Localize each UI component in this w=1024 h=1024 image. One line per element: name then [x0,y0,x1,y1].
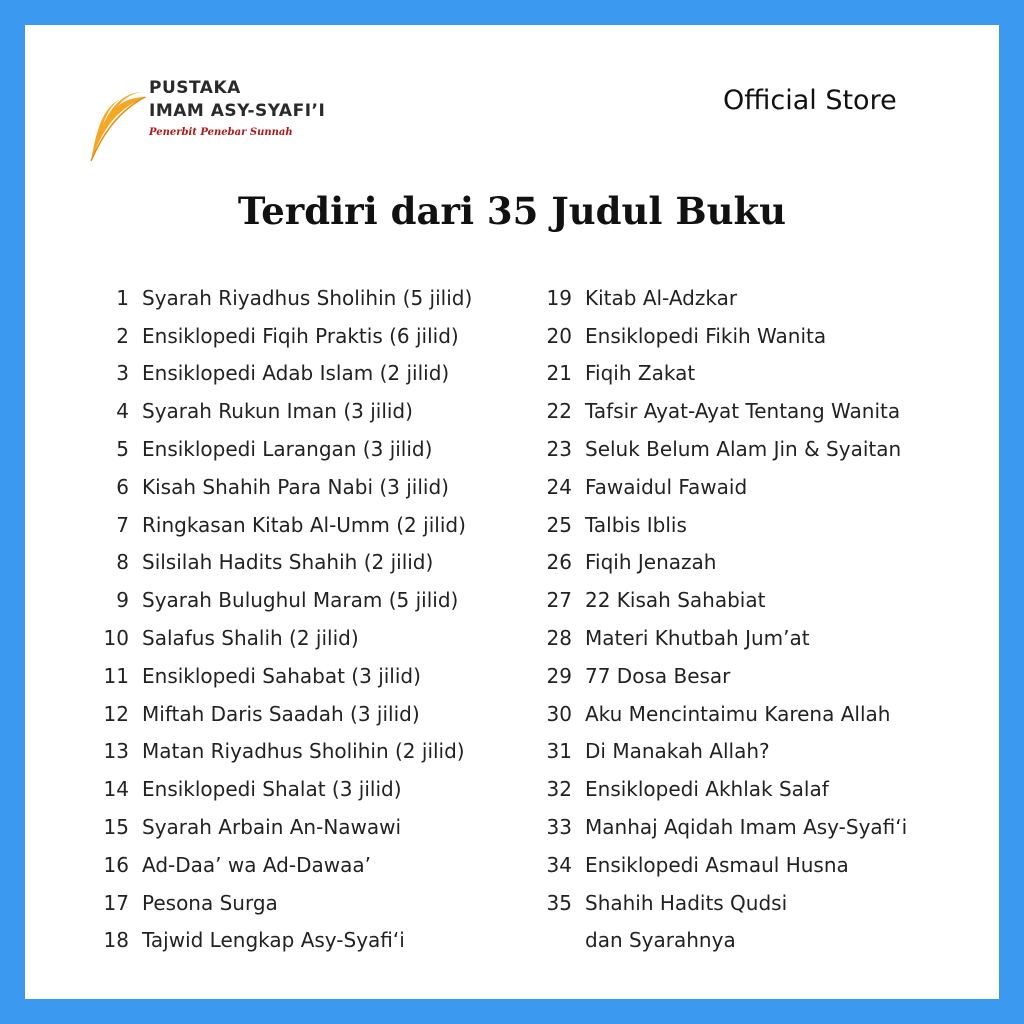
book-title: Ensiklopedi Sahabat (3 jilid) [142,663,421,688]
book-list-item [526,657,907,695]
brand-name-line1: PUSTAKA [149,78,241,98]
book-number: 3 [116,361,129,386]
book-list-item [526,317,907,355]
book-title: Seluk Belum Alam Jin & Syaitan [585,437,902,462]
book-title: Ad-Daa’ wa Ad-Dawaa’ [142,852,371,877]
book-number: 4 [116,399,129,424]
book-list-item [526,733,907,771]
book-number: 7 [116,512,129,537]
book-title: Pesona Surga [142,890,278,915]
book-number: 10 [103,626,129,651]
brand-name-line2: IMAM ASY-SYAFI’I [149,101,326,121]
book-title: Syarah Arbain An-Nawawi [142,815,402,840]
book-list-item [526,392,907,430]
book-list-item [83,544,472,582]
book-number: 35 [546,890,572,915]
book-number: 31 [546,739,572,764]
book-number: 9 [116,588,129,613]
book-list-right [526,279,907,959]
book-number: 6 [116,474,129,499]
book-list-item [83,279,472,317]
book-title: Fawaidul Fawaid [585,474,748,499]
book-title: 77 Dosa Besar [585,663,731,688]
book-list-item [83,657,472,695]
book-title: Syarah Bulughul Maram (5 jilid) [142,588,459,613]
book-title: Silsilah Hadits Shahih (2 jilid) [142,550,434,575]
book-list-item [83,581,472,619]
quill-feather-icon [83,73,153,168]
book-title: Matan Riyadhus Sholihin (2 jilid) [142,739,465,764]
book-list-item [83,506,472,544]
book-list-item [526,695,907,733]
book-title: 22 Kisah Sahabiat [585,588,766,613]
book-title: Tafsir Ayat-Ayat Tentang Wanita [585,399,901,424]
book-number: 33 [546,815,572,840]
brand-tagline: Penerbit Penebar Sunnah [149,127,293,138]
book-title: Syarah Riyadhus Sholihin (5 jilid) [142,285,473,310]
book-list-item [526,544,907,582]
book-number: 19 [546,285,572,310]
book-list-left [83,279,472,959]
book-number: 17 [103,890,129,915]
book-list-item [526,279,907,317]
book-list-item [83,392,472,430]
book-list-item [526,770,907,808]
book-list-item [526,846,907,884]
book-number: 1 [116,285,129,310]
book-title: Miftah Daris Saadah (3 jilid) [142,701,420,726]
book-list-item [526,430,907,468]
book-number: 11 [103,663,129,688]
book-title: Aku Mencintaimu Karena Allah [585,701,891,726]
book-number: 18 [103,928,129,953]
book-title: Shahih Hadits Qudsi [585,890,788,915]
book-list-item [83,355,472,393]
book-number: 34 [546,852,572,877]
page-title: Terdiri dari 35 Judul Buku [237,189,787,233]
book-number: 23 [546,437,572,462]
book-number: 30 [546,701,572,726]
book-title: Materi Khutbah Jum’at [585,626,810,651]
book-title: Ringkasan Kitab Al-Umm (2 jilid) [142,512,466,537]
book-list-item [526,619,907,657]
book-title: Ensiklopedi Fikih Wanita [585,323,827,348]
book-number: 25 [546,512,572,537]
book-number: 16 [103,852,129,877]
book-list-item [83,922,472,960]
book-list-item [526,468,907,506]
book-list-item [83,430,472,468]
book-title: Ensiklopedi Asmaul Husna [585,852,849,877]
book-list-item [83,846,472,884]
book-list-item [83,619,472,657]
book-list-item [83,733,472,771]
book-list-item [83,808,472,846]
book-list-item [83,884,472,922]
book-list-item [83,695,472,733]
book-number: 12 [103,701,129,726]
book-list-item [526,581,907,619]
book-number: 2 [116,323,129,348]
book-title: Syarah Rukun Iman (3 jilid) [142,399,413,424]
book-title: Fiqih Zakat [585,361,696,386]
book-title: Kitab Al-Adzkar [585,285,738,310]
book-title: Ensiklopedi Shalat (3 jilid) [142,777,402,802]
book-number: 27 [546,588,572,613]
book-title-continuation: dan Syarahnya [585,928,736,953]
book-title: Ensiklopedi Adab Islam (2 jilid) [142,361,450,386]
book-number: 13 [103,739,129,764]
book-list-item [526,808,907,846]
book-title: Tajwid Lengkap Asy-Syafi‘i [142,928,405,953]
book-number: 5 [116,437,129,462]
book-number: 8 [116,550,129,575]
book-title: Kisah Shahih Para Nabi (3 jilid) [142,474,449,499]
book-number: 29 [546,663,572,688]
book-list-item [526,884,907,922]
book-title: Fiqih Jenazah [585,550,717,575]
book-title: Ensiklopedi Fiqih Praktis (6 jilid) [142,323,459,348]
book-title: Talbis Iblis [585,512,687,537]
book-number: 26 [546,550,572,575]
book-number: 24 [546,474,572,499]
book-number: 32 [546,777,572,802]
book-list-item [526,506,907,544]
official-store-label: Official Store [723,85,897,116]
book-title: Manhaj Aqidah Imam Asy-Syafi‘i [585,815,908,840]
publisher-logo [83,73,343,173]
book-title: Ensiklopedi Akhlak Salaf [585,777,829,802]
book-title: Ensiklopedi Larangan (3 jilid) [142,437,433,462]
book-title: Salafus Shalih (2 jilid) [142,626,359,651]
book-number: 20 [546,323,572,348]
book-number: 15 [103,815,129,840]
book-list-item [526,355,907,393]
book-title: Di Manakah Allah? [585,739,770,764]
book-number: 22 [546,399,572,424]
book-number: 21 [546,361,572,386]
content-card [25,25,999,999]
book-list-item [83,468,472,506]
book-number: 14 [103,777,129,802]
book-number: 28 [546,626,572,651]
book-list-item [83,317,472,355]
book-list-item [83,770,472,808]
